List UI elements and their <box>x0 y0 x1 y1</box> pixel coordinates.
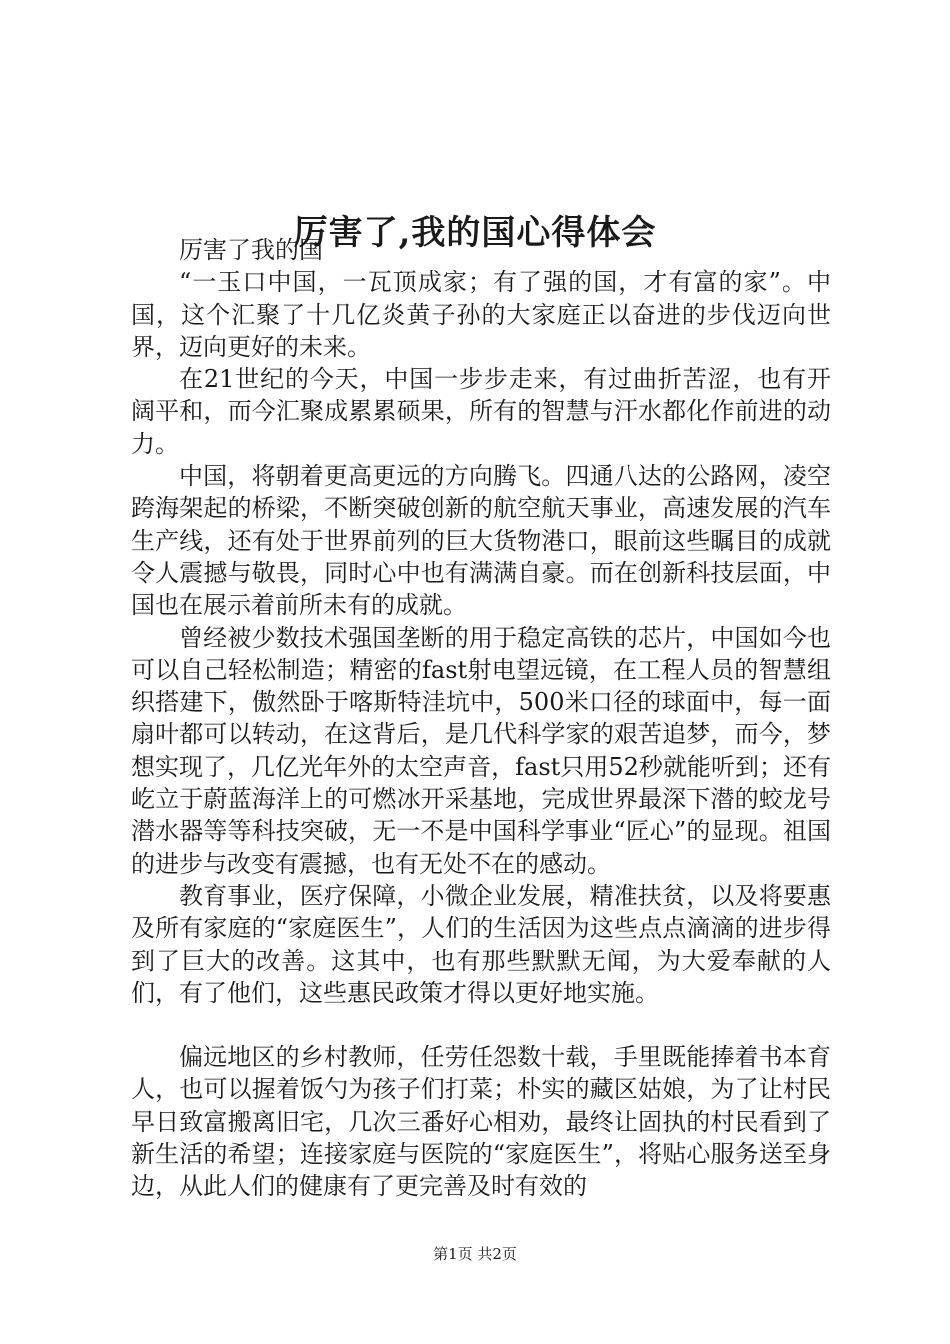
paragraph-subtitle: 厉害了我的国 <box>179 236 323 264</box>
document-title: 厉害了,我的国心得体会 <box>293 212 657 253</box>
document-body <box>131 234 831 1203</box>
paragraph: 教育事业，医疗保障，小微企业发展，精准扶贫，以及将要惠及所有家庭的“家庭医生”，人们的生活因为这些点点滴滴的进步得到了巨大的改善。这其中，也有那些默默无闻，为大爱奉献的人们，有了他们，这些惠民政策才得以更好地实施。 <box>131 881 831 1007</box>
paragraph: 偏远地区的乡村教师，任劳任怨数十载，手里既能捧着书本育人，也可以握着饭勺为孩子们打菜；朴实的藏区姑娘，为了让村民早日致富搬离旧宅，几次三番好心相劝，最终让固执的村民看到了新生活的希望；连接家庭与医院的“家庭医生”，将贴心服务送至身边，从此人们的健康有了更完善及时有效的 <box>131 1043 831 1201</box>
page-number-footer: 第1页 共2页 <box>433 1245 517 1263</box>
paragraph: 曾经被少数技术强国垄断的用于稳定高铁的芯片，中国如今也可以自己轻松制造；精密的fast射电望远镜，在工程人员的智慧组织搭建下，傲然卧于喀斯特洼坑中，500米口径的球面中，每一面扇叶都可以转动，在这背后，是几代科学家的艰苦追梦，而今，梦想实现了，几亿光年外的太空声音，fast只用52秒就能听到；还有屹立于蔚蓝海洋上的可燃冰开采基地，完成世界最深下潜的蛟龙号潜水器等等科技突破，无一不是中国科学事业“匠心”的显现。祖国的进步与改变有震撼，也有无处不在的感动。 <box>131 623 831 878</box>
paragraph: “一玉口中国，一瓦顶成家；有了强的国，才有富的家”。中国，这个汇聚了十几亿炎黄子孙的大家庭正以奋进的步伐迈向世界，迈向更好的未来。 <box>131 268 831 361</box>
paragraph: 中国，将朝着更高更远的方向腾飞。四通八达的公路网，凌空跨海架起的桥梁，不断突破创新的航空航天事业，高速发展的汽车生产线，还有处于世界前列的巨大货物港口，眼前这些瞩目的成就令人震撼与敬畏，同时心中也有满满自豪。而在创新科技层面，中国也在展示着前所未有的成就。 <box>131 462 831 620</box>
paragraph: 在21世纪的今天，中国一步步走来，有过曲折苦涩，也有开阔平和，而今汇聚成累累硕果，所有的智慧与汗水都化作前进的动力。 <box>131 365 831 458</box>
